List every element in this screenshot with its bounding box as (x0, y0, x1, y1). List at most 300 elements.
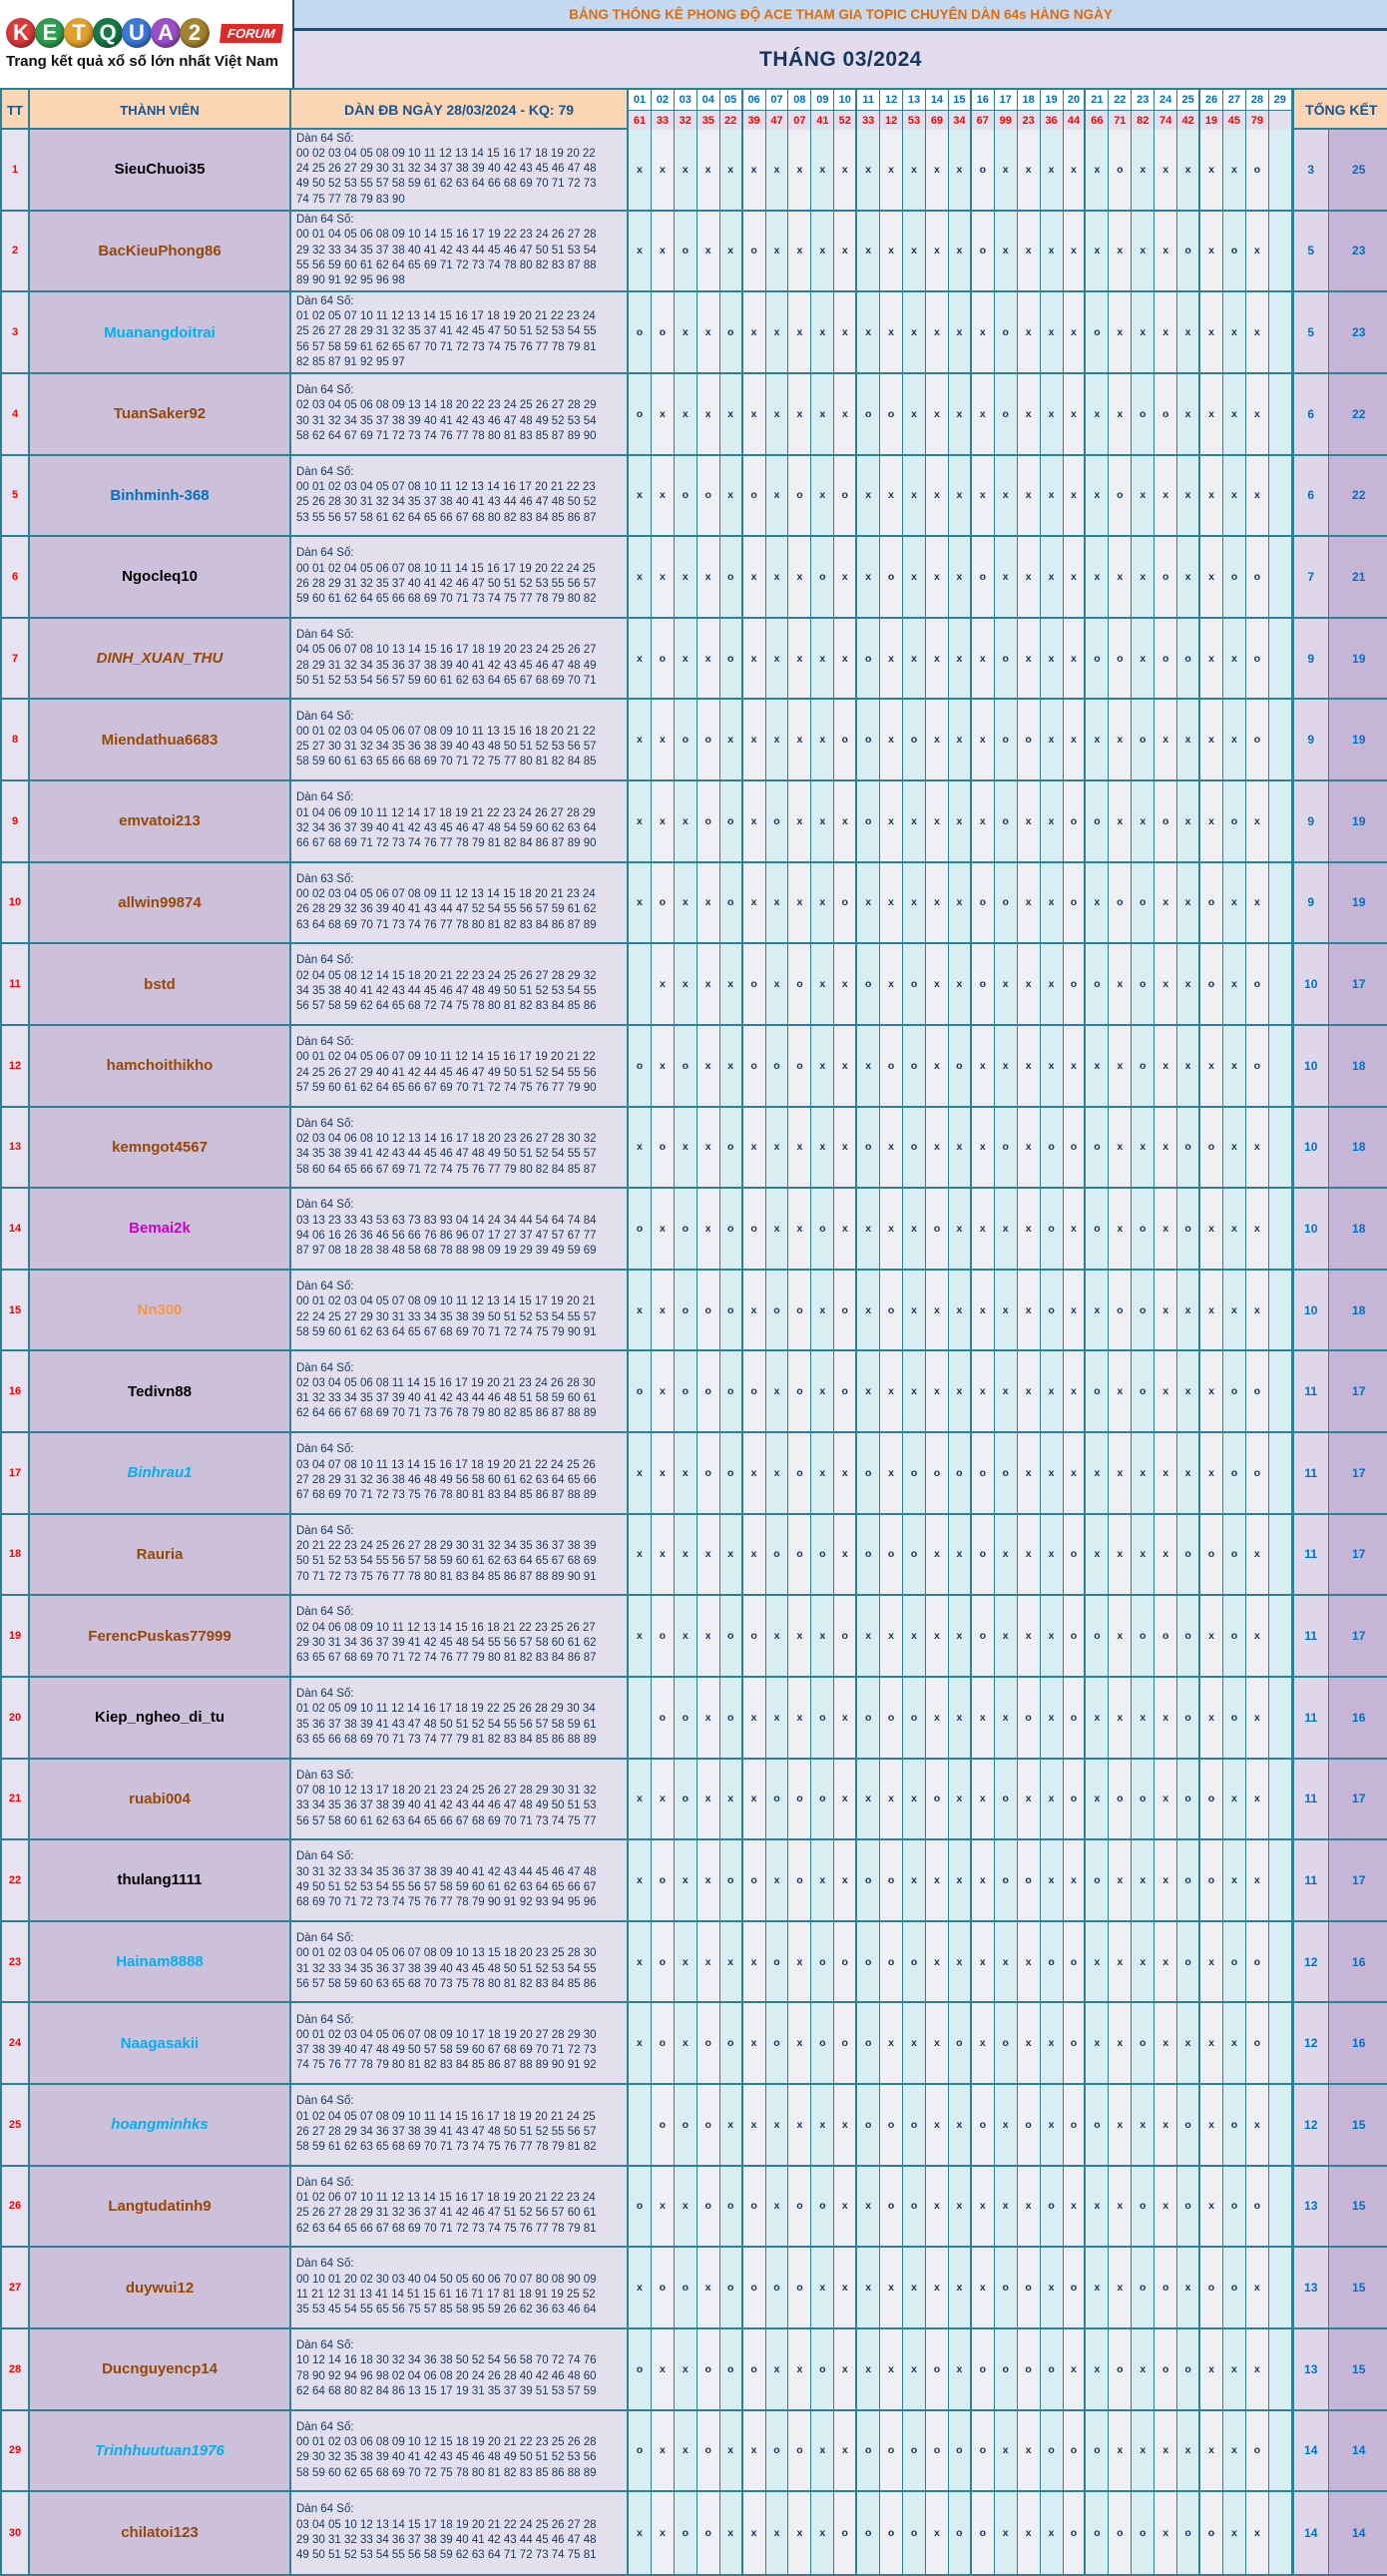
mark-cell-empty (629, 944, 652, 1024)
ketqua2-logo[interactable] (6, 18, 282, 48)
member-name[interactable]: chilatoi123 (30, 2492, 291, 2574)
table-row (2, 1760, 1387, 1841)
mark-cell-o: o (1086, 1108, 1109, 1188)
table-row (2, 781, 1387, 863)
mark-cell-o: o (788, 2167, 811, 2247)
day-kq-value (1269, 111, 1291, 130)
member-name[interactable]: BacKieuPhong86 (30, 212, 291, 291)
day-column-header (720, 90, 743, 130)
header-dan: DÀN ĐB NGÀY 28/03/2024 - KQ: 79 (291, 90, 629, 130)
day-kq-value: 52 (834, 111, 855, 130)
mark-cell-x: x (1109, 1840, 1132, 1920)
header-member: THÀNH VIÊN (30, 90, 291, 130)
mark-cell-x: x (834, 1515, 857, 1595)
mark-cell-x: x (766, 2085, 789, 2165)
mark-cell-o: o (880, 2167, 903, 2247)
mark-cell-x: x (926, 1351, 949, 1431)
dan-numbers-line: 00 01 02 03 04 05 06 07 08 09 10 11 13 15 16 18 20 21 22 (296, 725, 596, 738)
day-number: 02 (652, 90, 674, 111)
mark-cell-o: o (834, 2492, 857, 2574)
member-name[interactable]: SieuChuoi35 (30, 130, 291, 210)
mark-cell-x: x (811, 2248, 834, 2327)
mark-cell-x: x (629, 1271, 652, 1350)
dan-numbers-line: 04 05 06 07 08 10 13 14 15 16 17 18 19 20 23 24 25 26 27 (296, 644, 597, 657)
mark-cell-empty (1269, 130, 1292, 210)
mark-cell-o: o (880, 374, 903, 454)
mark-cell-x: x (1223, 1189, 1246, 1269)
mark-cell-x: x (834, 1678, 857, 1758)
mark-cell-x: x (949, 863, 972, 943)
mark-cell-x: x (720, 456, 743, 536)
member-name[interactable]: hoangminhks (30, 2085, 291, 2165)
mark-cell-x: x (629, 456, 652, 536)
mark-cell-x: x (652, 700, 675, 779)
mark-cell-x: x (834, 537, 857, 617)
mark-cell-x: x (949, 1922, 972, 2002)
member-name[interactable]: Binhrau1 (30, 1433, 291, 1513)
mark-cell-x: x (652, 781, 675, 861)
mark-cell-empty (629, 1678, 652, 1758)
member-name[interactable]: Muanangdoitrai (30, 292, 291, 372)
dan-numbers-block (291, 944, 629, 1024)
mark-cell-x: x (675, 2167, 697, 2247)
dan-numbers-block (291, 1596, 629, 1676)
total-hit-count: 14 (1329, 2492, 1387, 2574)
mark-cell-o: o (1132, 1271, 1155, 1350)
mark-cell-o: o (652, 619, 675, 699)
mark-cell-o: o (880, 1840, 903, 1920)
dan-numbers-block (291, 781, 629, 861)
mark-cell-x: x (1246, 374, 1269, 454)
member-name[interactable]: TuanSaker92 (30, 374, 291, 454)
mark-cell-o: o (743, 456, 766, 536)
mark-cell-x: x (972, 1271, 995, 1350)
mark-cell-o: o (926, 2329, 949, 2409)
mark-cell-x: x (1041, 1433, 1064, 1513)
mark-cell-o: o (1155, 2248, 1177, 2327)
dan-numbers-block (291, 700, 629, 779)
mark-cell-x: x (880, 456, 903, 536)
dan-numbers-line: 58 59 60 62 65 68 69 70 72 75 78 80 81 82 83 85 86 88 89 (296, 2466, 597, 2479)
mark-cell-o: o (880, 1922, 903, 2002)
member-name[interactable]: Hainam8888 (30, 1922, 291, 2002)
mark-cell-x: x (857, 1271, 880, 1350)
mark-cell-x: x (926, 1026, 949, 1106)
row-index: 17 (2, 1433, 30, 1513)
mark-cell-o: o (1132, 2167, 1155, 2247)
total-hit-count: 18 (1329, 1189, 1387, 1269)
mark-cell-o: o (1064, 1922, 1087, 2002)
member-name[interactable]: Kiep_ngheo_di_tu (30, 1678, 291, 1758)
mark-cell-x: x (1177, 2248, 1200, 2327)
table-row (2, 292, 1387, 374)
mark-cell-o: o (743, 1840, 766, 1920)
day-number: 03 (675, 90, 696, 111)
mark-cell-empty (1269, 619, 1292, 699)
member-name[interactable]: DINH_XUAN_THU (30, 619, 291, 699)
mark-cell-x: x (743, 2411, 766, 2491)
member-name[interactable]: allwin99874 (30, 863, 291, 943)
row-index: 8 (2, 700, 30, 779)
mark-cell-x: x (1041, 1840, 1064, 1920)
mark-cell-x: x (743, 619, 766, 699)
day-number: 05 (720, 90, 741, 111)
dan-numbers-line: 32 34 36 37 39 40 41 42 43 45 46 47 48 54 59 60 62 63 64 (296, 821, 597, 834)
mark-cell-o: o (1018, 700, 1041, 779)
row-index: 2 (2, 212, 30, 291)
mark-cell-x: x (1018, 944, 1041, 1024)
mark-cell-x: x (811, 292, 834, 372)
mark-cell-x: x (811, 2411, 834, 2491)
forum-badge[interactable]: FORUM (220, 24, 283, 43)
day-kq-value: 67 (972, 111, 994, 130)
mark-cell-o: o (903, 2167, 926, 2247)
mark-cell-x: x (811, 130, 834, 210)
mark-cell-x: x (1086, 130, 1109, 210)
mark-cell-x: x (1064, 700, 1087, 779)
mark-cell-x: x (1109, 1108, 1132, 1188)
day-kq-value: 07 (788, 111, 810, 130)
mark-cell-x: x (1064, 292, 1087, 372)
mark-cell-x: x (1109, 1922, 1132, 2002)
dan-numbers-line: 00 10 01 20 02 30 03 40 04 50 05 60 06 70 07 80 08 90 09 (296, 2273, 597, 2286)
mark-cell-x: x (1109, 944, 1132, 1024)
mark-cell-o: o (1132, 1351, 1155, 1431)
dan-numbers-block (291, 1678, 629, 1758)
mark-cell-x: x (743, 1678, 766, 1758)
dan-numbers-line: 02 03 04 05 06 08 11 14 15 16 17 19 20 21 23 24 26 28 30 (296, 1376, 596, 1389)
mark-cell-o: o (834, 456, 857, 536)
row-index: 14 (2, 1189, 30, 1269)
mark-cell-x: x (1018, 2411, 1041, 2491)
day-column-header (1269, 90, 1292, 130)
day-number: 22 (1109, 90, 1131, 111)
logo-tagline: Trang kết quả xổ số lớn nhất Việt Nam (6, 53, 278, 70)
member-name[interactable]: Naagasakii (30, 2003, 291, 2083)
mark-cell-o: o (903, 1026, 926, 1106)
dan-label: Dàn 64 Số: (296, 214, 354, 227)
dan-label: Dàn 64 Số: (296, 791, 354, 804)
mark-cell-o: o (995, 2003, 1018, 2083)
mark-cell-x: x (903, 130, 926, 210)
mark-cell-x: x (834, 2411, 857, 2491)
row-index: 16 (2, 1351, 30, 1431)
day-column-header (995, 90, 1018, 130)
mark-cell-x: x (766, 1351, 789, 1431)
mark-cell-x: x (834, 2248, 857, 2327)
mark-cell-x: x (834, 374, 857, 454)
row-index: 15 (2, 1271, 30, 1350)
mark-cell-x: x (1064, 2167, 1087, 2247)
mark-cell-x: x (995, 2167, 1018, 2247)
dan-label: Dàn 64 Số: (296, 547, 354, 560)
member-name[interactable]: emvatoi213 (30, 781, 291, 861)
dan-numbers-block (291, 1108, 629, 1188)
table-row (2, 2329, 1387, 2411)
member-name[interactable]: ruabi004 (30, 1760, 291, 1839)
member-name[interactable]: hamchoithikho (30, 1026, 291, 1106)
mark-cell-x: x (903, 374, 926, 454)
row-index: 30 (2, 2492, 30, 2574)
row-index: 24 (2, 2003, 30, 2083)
mark-cell-o: o (675, 212, 697, 291)
table-row (2, 863, 1387, 945)
mark-cell-x: x (1086, 1922, 1109, 2002)
mark-cell-x: x (1018, 619, 1041, 699)
member-name[interactable]: Ngocleq10 (30, 537, 291, 617)
member-name[interactable]: Nn300 (30, 1271, 291, 1350)
dan-label: Dàn 64 Số: (296, 1117, 354, 1130)
row-index: 18 (2, 1515, 30, 1595)
mark-cell-x: x (834, 212, 857, 291)
mark-cell-x: x (926, 700, 949, 779)
dan-label: Dàn 64 Số: (296, 2176, 354, 2189)
mark-cell-x: x (697, 1189, 720, 1269)
member-name[interactable]: Binhminh-368 (30, 456, 291, 536)
mark-cell-o: o (857, 374, 880, 454)
total-hit-count: 15 (1329, 2329, 1387, 2409)
mark-cell-x: x (1200, 781, 1223, 861)
member-name[interactable]: Rauria (30, 1515, 291, 1595)
mark-cell-x: x (880, 1189, 903, 1269)
total-miss-count: 7 (1292, 537, 1329, 617)
mark-cell-o: o (1155, 374, 1177, 454)
mark-cell-x: x (766, 700, 789, 779)
mark-cell-x: x (903, 456, 926, 536)
mark-cell-o: o (1041, 1189, 1064, 1269)
mark-cell-x: x (1223, 2411, 1246, 2491)
day-number: 11 (857, 90, 879, 111)
mark-cell-x: x (720, 1026, 743, 1106)
mark-cell-o: o (1132, 700, 1155, 779)
dan-numbers-line: 35 53 45 54 55 65 56 75 57 85 58 95 59 26 62 36 63 46 64 (296, 2304, 597, 2317)
banner-area (292, 0, 1387, 88)
mark-cell-x: x (857, 2167, 880, 2247)
mark-cell-empty (1269, 1515, 1292, 1595)
mark-cell-x: x (811, 1596, 834, 1676)
mark-cell-o: o (788, 944, 811, 1024)
member-name[interactable]: Trinhhuutuan1976 (30, 2411, 291, 2491)
mark-cell-o: o (1177, 2085, 1200, 2165)
dan-label: Dàn 64 Số: (296, 2420, 354, 2433)
day-number: 19 (1041, 90, 1063, 111)
mark-cell-x: x (788, 1596, 811, 1676)
mark-cell-x: x (1155, 1678, 1177, 1758)
table-row (2, 1840, 1387, 1922)
member-name[interactable]: kemngot4567 (30, 1108, 291, 1188)
mark-cell-x: x (1200, 1433, 1223, 1513)
mark-cell-x: x (697, 1108, 720, 1188)
mark-cell-o: o (926, 1433, 949, 1513)
dan-label: Dàn 64 Số: (296, 294, 354, 307)
mark-cell-x: x (811, 1433, 834, 1513)
mark-cell-o: o (1223, 1433, 1246, 1513)
dan-numbers-line: 30 31 32 33 34 35 36 37 38 39 40 41 42 43 44 45 46 47 48 (296, 1865, 597, 1878)
mark-cell-x: x (720, 212, 743, 291)
mark-cell-o: o (652, 2085, 675, 2165)
member-name[interactable]: Miendathua6683 (30, 700, 291, 779)
mark-cell-o: o (1086, 944, 1109, 1024)
mark-cell-x: x (697, 944, 720, 1024)
mark-cell-empty (1269, 863, 1292, 943)
day-column-header (1109, 90, 1132, 130)
mark-cell-o: o (766, 1760, 789, 1839)
mark-cell-x: x (1041, 2085, 1064, 2165)
mark-cell-o: o (697, 2492, 720, 2574)
mark-cell-o: o (743, 1189, 766, 1269)
total-miss-count: 10 (1292, 1108, 1329, 1188)
day-column-header (675, 90, 697, 130)
dan-numbers-line: 50 51 52 53 54 56 57 59 60 61 62 63 64 65 67 68 69 70 71 (296, 674, 597, 687)
member-name[interactable]: Langtudatinh9 (30, 2167, 291, 2247)
mark-cell-o: o (697, 1271, 720, 1350)
mark-cell-x: x (629, 2248, 652, 2327)
mark-cell-x: x (743, 1108, 766, 1188)
dan-label: Dàn 64 Số: (296, 2503, 354, 2516)
dan-numbers-line: 55 56 59 60 61 62 64 65 69 71 72 73 74 78 80 82 83 87 88 (296, 259, 597, 272)
mark-cell-x: x (834, 1760, 857, 1839)
mark-cell-x: x (652, 1760, 675, 1839)
mark-cell-x: x (1155, 130, 1177, 210)
mark-cell-x: x (1223, 456, 1246, 536)
mark-cell-o: o (972, 212, 995, 291)
mark-cell-x: x (880, 781, 903, 861)
mark-cell-o: o (788, 1840, 811, 1920)
mark-cell-o: o (1246, 1922, 1269, 2002)
row-index: 27 (2, 2248, 30, 2327)
mark-cell-o: o (903, 2411, 926, 2491)
mark-cell-o: o (697, 781, 720, 861)
mark-cell-x: x (720, 1760, 743, 1839)
dan-numbers-line: 62 63 64 65 66 67 68 69 70 71 72 73 74 75 76 77 78 79 81 (296, 2222, 597, 2235)
mark-cell-x: x (1064, 130, 1087, 210)
member-name[interactable]: thulang1111 (30, 1840, 291, 1920)
mark-cell-x: x (766, 1433, 789, 1513)
mark-cell-x: x (1064, 1026, 1087, 1106)
mark-cell-x: x (743, 2492, 766, 2574)
mark-cell-x: x (811, 863, 834, 943)
mark-cell-o: o (857, 2003, 880, 2083)
row-index: 26 (2, 2167, 30, 2247)
mark-cell-o: o (1177, 619, 1200, 699)
mark-cell-o: o (1064, 781, 1087, 861)
mark-cell-x: x (857, 212, 880, 291)
row-index: 25 (2, 2085, 30, 2165)
day-number: 06 (743, 90, 765, 111)
dan-numbers-line: 34 35 38 39 41 42 43 44 45 46 47 48 49 50 51 52 54 55 57 (296, 1148, 597, 1161)
mark-cell-x: x (1041, 2003, 1064, 2083)
mark-cell-x: x (1155, 1351, 1177, 1431)
mark-cell-x: x (811, 944, 834, 1024)
mark-cell-x: x (949, 1760, 972, 1839)
mark-cell-o: o (1200, 863, 1223, 943)
mark-cell-o: o (1246, 700, 1269, 779)
mark-cell-x: x (949, 2329, 972, 2409)
mark-cell-x: x (766, 1108, 789, 1188)
member-name[interactable]: FerencPuskas77999 (30, 1596, 291, 1676)
table-row (2, 2167, 1387, 2249)
mark-cell-empty (1269, 781, 1292, 861)
row-index: 22 (2, 1840, 30, 1920)
mark-cell-o: o (995, 1760, 1018, 1839)
mark-cell-o: o (811, 2167, 834, 2247)
mark-cell-x: x (1018, 1760, 1041, 1839)
mark-cell-x: x (1132, 456, 1155, 536)
mark-cell-x: x (1223, 863, 1246, 943)
member-name[interactable]: bstd (30, 944, 291, 1024)
mark-cell-x: x (766, 2167, 789, 2247)
total-hit-count: 18 (1329, 1271, 1387, 1350)
mark-cell-o: o (675, 456, 697, 536)
member-name[interactable]: Bemai2k (30, 1189, 291, 1269)
mark-cell-o: o (834, 1922, 857, 2002)
mark-cell-o: o (1155, 781, 1177, 861)
mark-cell-x: x (1200, 2411, 1223, 2491)
mark-cell-x: x (788, 212, 811, 291)
total-miss-count: 13 (1292, 2248, 1329, 2327)
mark-cell-x: x (1064, 2329, 1087, 2409)
mark-cell-x: x (1177, 944, 1200, 1024)
mark-cell-x: x (1018, 456, 1041, 536)
mark-cell-x: x (903, 863, 926, 943)
mark-cell-o: o (1155, 2329, 1177, 2409)
mark-cell-o: o (880, 1026, 903, 1106)
dan-numbers-line: 25 26 27 28 29 31 32 35 37 41 42 45 47 50 51 52 53 54 55 (296, 325, 597, 338)
total-hit-count: 18 (1329, 1026, 1387, 1106)
mark-cell-o: o (652, 292, 675, 372)
mark-cell-x: x (880, 212, 903, 291)
mark-cell-o: o (811, 1515, 834, 1595)
dan-label: Dàn 64 Số: (296, 1036, 354, 1049)
mark-cell-x: x (1018, 1026, 1041, 1106)
mark-cell-x: x (1018, 374, 1041, 454)
mark-cell-x: x (1200, 130, 1223, 210)
day-kq-value: 42 (1177, 111, 1198, 130)
day-number: 28 (1246, 90, 1268, 111)
mark-cell-x: x (1086, 1678, 1109, 1758)
mark-cell-o: o (857, 2085, 880, 2165)
mark-cell-x: x (1132, 212, 1155, 291)
dan-numbers-line: 31 32 33 34 35 37 39 40 41 42 43 44 46 48 51 58 59 60 61 (296, 1392, 597, 1405)
mark-cell-o: o (880, 1678, 903, 1758)
day-kq-value: 19 (1200, 111, 1222, 130)
mark-cell-x: x (1109, 1596, 1132, 1676)
mark-cell-o: o (697, 700, 720, 779)
stats-table (0, 88, 1387, 2576)
mark-cell-o: o (811, 2003, 834, 2083)
mark-cell-x: x (880, 1108, 903, 1188)
total-hit-count: 21 (1329, 537, 1387, 617)
mark-cell-x: x (1200, 1596, 1223, 1676)
mark-cell-x: x (1223, 619, 1246, 699)
mark-cell-x: x (903, 2248, 926, 2327)
mark-cell-x: x (903, 1271, 926, 1350)
mark-cell-o: o (788, 1271, 811, 1350)
mark-cell-o: o (995, 1840, 1018, 1920)
mark-cell-x: x (926, 2167, 949, 2247)
mark-cell-x: x (880, 1760, 903, 1839)
mark-cell-x: x (675, 1108, 697, 1188)
mark-cell-o: o (1064, 2411, 1087, 2491)
member-name[interactable]: Ducnguyencp14 (30, 2329, 291, 2409)
day-column-header (766, 90, 789, 130)
mark-cell-x: x (880, 292, 903, 372)
mark-cell-empty (1269, 212, 1292, 291)
member-name[interactable]: duywui12 (30, 2248, 291, 2327)
total-miss-count: 13 (1292, 2167, 1329, 2247)
mark-cell-x: x (1246, 1596, 1269, 1676)
member-name[interactable]: Tedivn88 (30, 1351, 291, 1431)
